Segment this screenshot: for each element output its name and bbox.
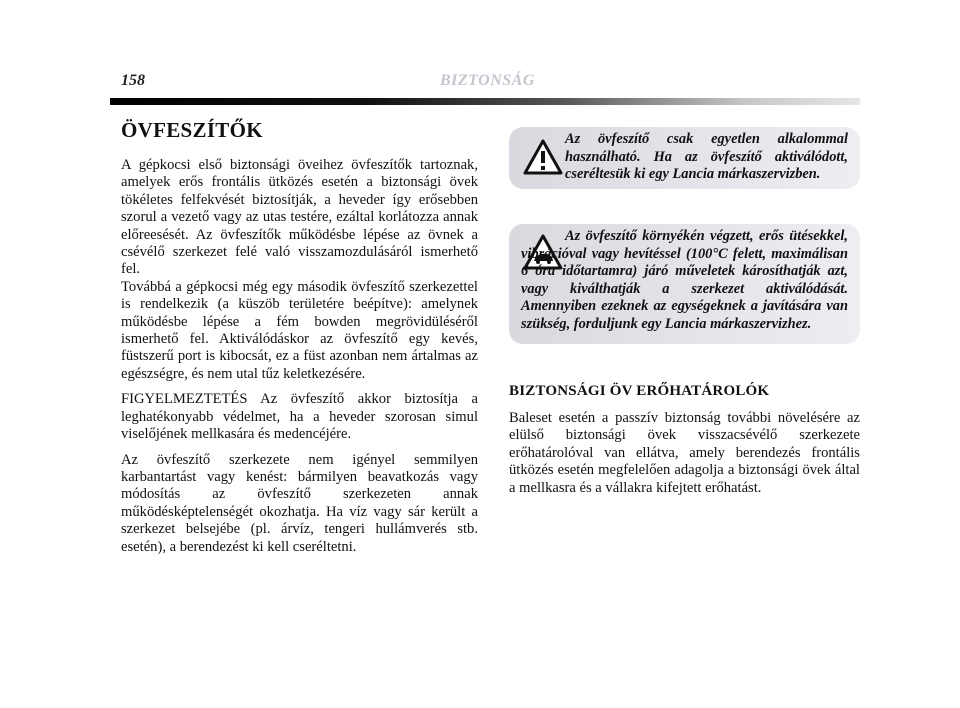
header-rule — [110, 98, 860, 105]
page-number: 158 — [121, 72, 145, 89]
paragraph-force-limiter: Baleset esetén a passzív biztonság további növelésére az elülső biztonsági övek visszacsévélő szerkezete erőhatárolóval van ellátva, amely berendezés frontális ütközés esetén megfelelően adagolja a biztonsági övek által a mellkasra és a vállakra kifejtett erőhatást. — [509, 410, 860, 496]
paragraph-warning-note: FIGYELMEZTETÉS Az övfeszítő akkor biztosítja a leghatékonyabb védelmet, ha a heveder szorosan simul viselőjének mellkasára és medencéjére. — [121, 391, 478, 443]
force-limiter-section — [509, 383, 860, 497]
warning-text-single-use: Az övfeszítő csak egyetlen alkalommal használható. Ha az övfeszítő aktiválódott, cseréltesük ki egy Lancia márkaszervizben. — [565, 131, 848, 183]
warning-triangle-icon — [523, 139, 563, 175]
section-title: ÖVFESZÍTŐK — [121, 118, 263, 142]
paragraph-second-pretensioner: Továbbá a gépkocsi még egy második övfeszítő szerkezettel is rendelkezik (a küszöb területére beépítve): amelynek működésbe lépése a fém bowden megrövidüléséről ismerhető fel. Aktiválódáskor az övfeszítő egy kevés, füstszerű port is kibocsát, ez a füst azonban nem ártalmas az egészségre, és nem utal tűz keletkezésére. — [121, 278, 478, 382]
section-header: BIZTONSÁG — [440, 72, 535, 89]
warning-box-single-use — [509, 127, 860, 189]
warning-text-handling: Az övfeszítő környékén végzett, erős ütésekkel, vibrációval vagy hevítéssel (100°C felett, maximálisan 6 óra időtartamra) járó műveletek károsíthatják azt, vagy kiválthatják a szerkezet aktiválódását. Amennyiben ezeknek az egységeknek a javítására van szükség, forduljunk egy Lancia márkaszervizhez. — [521, 228, 848, 332]
paragraph-intro: A gépkocsi első biztonsági öveihez övfeszítők tartoznak, amelyek erős frontális ütközés esetén a biztonsági övek tökéletes felfekvését biztosítják, a heveder így erősebben szorul a vezető vagy az utas testére, ezáltal korlátozza annak előreesését. Az övfeszítők működésbe lépése az övnek a csévélő szerkezet felé való visszamozdulásáról ismerhető fel. — [121, 157, 478, 278]
subsection-title: BIZTONSÁGI ÖV ERŐHATÁROLÓK — [509, 383, 770, 399]
paragraph-maintenance: Az övfeszítő szerkezete nem igényel semmilyen karbantartást vagy kenést: bármilyen beavatkozás vagy módosítás az övfeszítő szerkezeten annak működésképtelenségét okozhatja. Ha víz vagy sár került a szerkezet belsejébe (pl. árvíz, tengeri hullámverés stb. esetén), a berendezést ki kell cseréltetni. — [121, 451, 478, 555]
left-column — [121, 118, 478, 556]
warning-box-handling — [509, 224, 860, 344]
